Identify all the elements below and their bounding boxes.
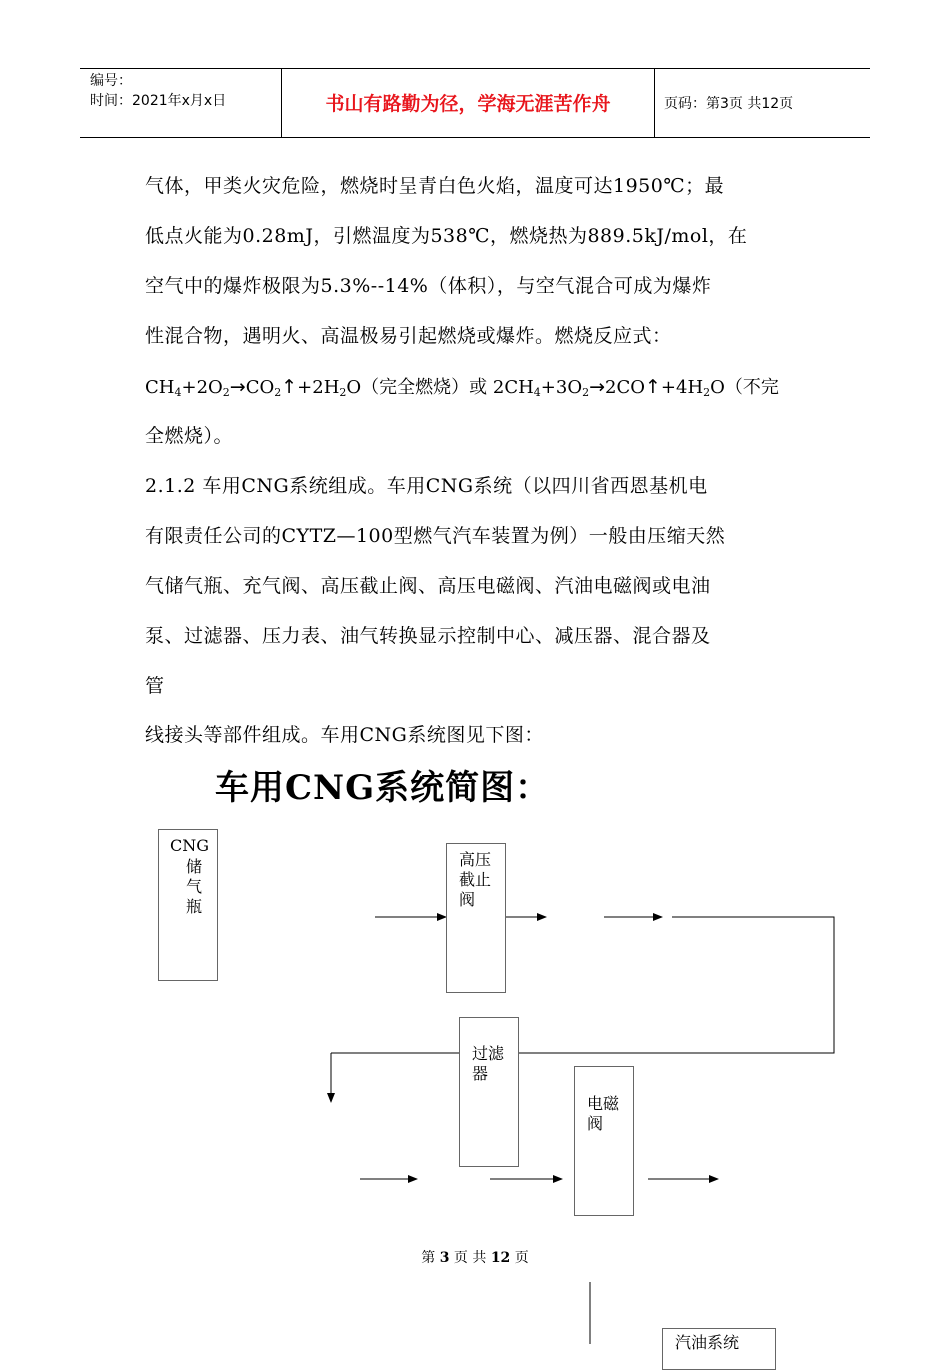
- eq-sub: 2: [703, 386, 711, 399]
- box-text: CNG: [170, 836, 210, 855]
- body-line: 气储气瓶、充气阀、高压截止阀、高压电磁阀、汽油电磁阀或电油: [145, 575, 711, 597]
- cng-tank-label: [170, 836, 209, 856]
- footer-text: 第: [421, 1250, 440, 1266]
- eq-sub: 4: [174, 386, 182, 399]
- box-text: 过滤: [472, 1044, 505, 1063]
- footer-text: 页 共: [449, 1250, 491, 1266]
- box-text: 电磁: [587, 1094, 620, 1113]
- eq-part: +3O: [540, 377, 583, 398]
- shutoff-valve-label: [459, 850, 491, 910]
- box-text: 气: [186, 877, 203, 896]
- diagram-title: 车用CNG系统简图：: [215, 768, 551, 808]
- box-text: 储: [186, 857, 203, 876]
- header-number: 编号：: [90, 73, 132, 89]
- box-text: 器: [472, 1064, 489, 1083]
- filter-label: [472, 1044, 504, 1084]
- eq-part: 2CO: [605, 377, 645, 398]
- eq-sub: 2: [339, 386, 347, 399]
- gasoline-system-label: 汽油系统: [675, 1333, 740, 1352]
- gas-arrow-icon: ↑: [281, 376, 298, 398]
- header-time: 时间：2021年x月x日: [90, 93, 227, 109]
- reaction-arrow-icon: →: [229, 376, 246, 398]
- footer-page-number: 3: [439, 1250, 450, 1266]
- eq-sub: 2: [222, 386, 230, 399]
- body-line: 2.1.2 车用CNG系统组成。车用CNG系统（以四川省西恩基机电: [145, 475, 708, 497]
- body-line: 线接头等部件组成。车用CNG系统图见下图：: [145, 724, 544, 746]
- eq-sub: 4: [533, 386, 541, 399]
- header-page-number: 页码：第3页 共12页: [664, 96, 794, 112]
- footer-text: 页: [510, 1250, 529, 1266]
- eq-part: +4H: [660, 377, 704, 398]
- flow-line: [331, 917, 834, 1053]
- box-text: 阀: [459, 890, 476, 909]
- cng-tank-label: [186, 857, 204, 917]
- solenoid-valve-label: [587, 1094, 619, 1134]
- page-footer: [0, 1247, 950, 1267]
- eq-part: +2O: [181, 377, 223, 398]
- box-text: 瓶: [186, 897, 203, 916]
- body-line: 空气中的爆炸极限为5.3%--14%（体积），与空气混合可成为爆炸: [145, 275, 712, 297]
- box-text: 高压: [459, 850, 492, 869]
- body-line: 性混合物，遇明火、高温极易引起燃烧或爆炸。燃烧反应式：: [145, 325, 672, 347]
- eq-part: O（不完: [710, 377, 779, 398]
- eq-part: O（完全燃烧）或 2CH: [346, 377, 534, 398]
- body-line: 泵、过滤器、压力表、油气转换显示控制中心、减压器、混合器及: [145, 625, 711, 647]
- eq-sub: 2: [274, 386, 282, 399]
- reaction-arrow-icon: →: [589, 376, 606, 398]
- body-line: 全燃烧）。: [145, 425, 234, 447]
- filter-box: [459, 1017, 519, 1167]
- body-line: 低点火能为0.28mJ，引燃温度为538℃，燃烧热为889.5kJ/mol，在: [145, 225, 748, 247]
- eq-part: CO: [245, 377, 275, 398]
- eq-sub: 2: [582, 386, 590, 399]
- eq-part: CH: [145, 377, 175, 398]
- solenoid-valve-box: [574, 1066, 634, 1216]
- footer-total-pages: 12: [490, 1250, 511, 1266]
- gas-arrow-icon: ↑: [645, 376, 661, 398]
- header-motto: 书山有路勤为径，学海无涯苦作舟: [325, 93, 611, 115]
- body-line: 管: [145, 675, 165, 697]
- body-line: 气体，甲类火灾危险，燃烧时呈青白色火焰，温度可达1950℃；最: [145, 175, 725, 197]
- eq-part: +2H: [297, 377, 340, 398]
- box-text: 阀: [587, 1114, 604, 1133]
- body-line: 有限责任公司的CYTZ—100型燃气汽车装置为例）一般由压缩天然: [145, 525, 726, 547]
- box-text: 截止: [459, 870, 492, 889]
